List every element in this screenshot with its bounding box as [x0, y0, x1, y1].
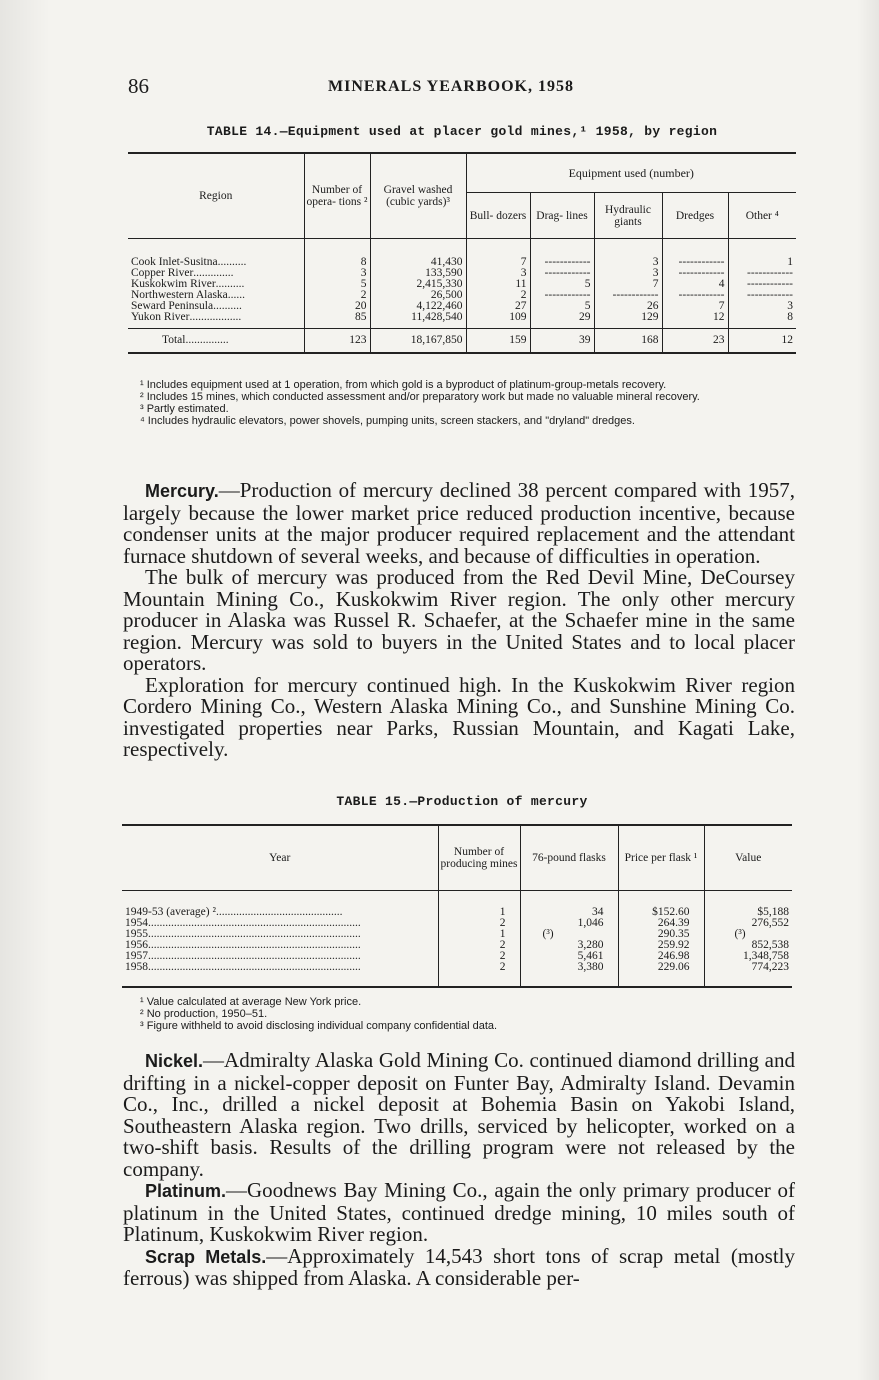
- table-row: 1956.......................................................................... 2 3,280 259.92 852,538: [122, 940, 792, 951]
- table-row: Seward Peninsula.......... 20 4,122,460 27 5 26 7 3: [128, 301, 796, 312]
- table-row: Yukon River.................. 85 11,428,540 109 29 129 12 8: [128, 312, 796, 323]
- value-cell: 1,348,758: [704, 951, 792, 962]
- region-cell: Kuskokwim River: [131, 277, 216, 290]
- other-cell: 8: [728, 312, 796, 323]
- table-row: 1949-53 (average) ²............................................ 1 34 $152.60 $5,188: [122, 907, 792, 918]
- mercury-paragraph-1: Mercury.—Production of mercury declined 38 percent compared with 1957, largely because the lower market price reduced production incentive, because condenser units at the major producer required replacement and the attendant furnace shutdown of several weeks, and because of difficulties in operation.: [123, 478, 795, 568]
- table-row: 1958.......................................................................... 2 3,380 229.06 774,223: [122, 962, 792, 973]
- th-gravel: Gravel washed (cubic yards)³: [370, 153, 466, 239]
- other-cell: ------------: [728, 279, 796, 290]
- th-year: Year: [122, 825, 438, 891]
- region-cell: Yukon River: [131, 310, 190, 323]
- footnote: ² Includes 15 mines, which conducted assessment and/or preparatory work but made no valuable mineral recovery.: [140, 391, 700, 403]
- table15: [122, 824, 792, 988]
- total-gravel: 18,167,850: [370, 329, 466, 353]
- dredge-cell: 4: [662, 279, 728, 290]
- hyd-cell: 129: [594, 312, 662, 323]
- scan-edge-right: [857, 0, 879, 1380]
- value-cell: 276,552: [704, 918, 792, 929]
- table-row: Copper River.............. 3 133,590 3 ------------ 3 ------------ ------------: [128, 268, 796, 279]
- mines-cell: 1: [438, 907, 520, 918]
- value-cell: $5,188: [704, 907, 792, 918]
- price-cell: $152.60: [618, 907, 704, 918]
- bull-cell: 2: [466, 290, 530, 301]
- price-cell: 290.35: [618, 929, 704, 940]
- flasks-cell: 3,380: [520, 962, 618, 973]
- bull-cell: 27: [466, 301, 530, 312]
- scan-edge-left: [0, 0, 50, 1380]
- total-hyd: 168: [594, 329, 662, 353]
- year-cell: 1957: [125, 949, 148, 962]
- total-bull: 159: [466, 329, 530, 353]
- mercury-paragraph-3: Exploration for mercury continued high. In the Kuskokwim River region Cordero Mining Co., Western Alaska Mining Co., and Sunshine Mining Co. investigated properties near Parks, Russian Mountain, and Kagati Lake, respectively.: [123, 672, 795, 761]
- table-row: 1957.......................................................................... 2 5,461 246.98 1,348,758: [122, 951, 792, 962]
- value-cell: 774,223: [704, 962, 792, 973]
- table-row: 1955.......................................................................... 1 (³) 290.35 (³): [122, 929, 792, 940]
- table-row: 1954.......................................................................... 2 1,046 264.39 276,552: [122, 918, 792, 929]
- dredge-cell: 12: [662, 312, 728, 323]
- total-row: Total............... 123 18,167,850 159 39 168 23 12: [128, 329, 796, 353]
- mines-cell: 2: [438, 951, 520, 962]
- th-region: Region: [128, 153, 304, 239]
- total-ops: 123: [304, 329, 370, 353]
- mercury-section: [123, 480, 795, 761]
- flasks-cell: (³): [520, 929, 618, 940]
- ops-cell: 2: [304, 290, 370, 301]
- th-mines: Number of producing mines: [438, 825, 520, 891]
- region-cell: Seward Peninsula: [131, 299, 214, 312]
- table-row: Northwestern Alaska...... 2 26,500 2 ------------ ------------ ------------ ------------: [128, 290, 796, 301]
- th-other: Other ⁴: [728, 193, 796, 239]
- ops-cell: 8: [304, 257, 370, 268]
- region-cell: Copper River: [131, 266, 194, 279]
- page-header: [128, 74, 796, 102]
- table14: [128, 152, 796, 354]
- flasks-cell: 1,046: [520, 918, 618, 929]
- price-cell: 259.92: [618, 940, 704, 951]
- other-cell: 3: [728, 301, 796, 312]
- table-row: Cook Inlet-Susitna.......... 8 41,430 7 ------------ 3 ------------ 1: [128, 257, 796, 268]
- nickel-heading: Nickel.: [145, 1051, 204, 1071]
- footnote: ³ Partly estimated.: [140, 403, 229, 415]
- gravel-cell: 26,500: [370, 290, 466, 301]
- th-operations: Number of opera- tions ²: [304, 153, 370, 239]
- year-cell: 1956: [125, 938, 148, 951]
- region-cell: Cook Inlet-Susitna: [131, 255, 218, 268]
- gravel-cell: 133,590: [370, 268, 466, 279]
- price-cell: 229.06: [618, 962, 704, 973]
- flasks-cell: 34: [520, 907, 618, 918]
- mercury-heading: Mercury.: [145, 481, 219, 501]
- th-price: Price per flask ¹: [618, 825, 704, 891]
- value-cell: 852,538: [704, 940, 792, 951]
- flasks-cell: 3,280: [520, 940, 618, 951]
- table14-footnotes: [128, 380, 796, 428]
- price-cell: 264.39: [618, 918, 704, 929]
- bull-cell: 3: [466, 268, 530, 279]
- drag-cell: 5: [530, 279, 594, 290]
- drag-cell: ------------: [530, 268, 594, 279]
- footnote: ³ Figure withheld to avoid disclosing individual company confidential data.: [140, 1020, 498, 1032]
- th-flasks: 76-pound flasks: [520, 825, 618, 891]
- table15-caption: TABLE 15.—Production of mercury: [336, 794, 588, 809]
- table15-footnotes: [128, 997, 796, 1033]
- value-cell: (³): [704, 929, 792, 940]
- bull-cell: 109: [466, 312, 530, 323]
- year-cell: 1958: [125, 960, 148, 973]
- ops-cell: 3: [304, 268, 370, 279]
- th-hydraulic: Hydraulic giants: [594, 193, 662, 239]
- drag-cell: ------------: [530, 290, 594, 301]
- th-draglines: Drag- lines: [530, 193, 594, 239]
- gravel-cell: 4,122,460: [370, 301, 466, 312]
- hyd-cell: ------------: [594, 290, 662, 301]
- th-bulldozers: Bull- dozers: [466, 193, 530, 239]
- nickel-paragraph: Nickel.—Admiralty Alaska Gold Mining Co. continued diamond drilling and drifting in a nickel-copper deposit on Funter Bay, Admiralty Island. Devamin Co., Inc., drilled a nickel deposit at Bohemia Basin on Yakobi Island, Southeastern Alaska region. Two drills, serviced by helicopter, worked on a two-shift basis. Results of the drilling program were not released by the company.: [123, 1048, 795, 1181]
- hyd-cell: 3: [594, 268, 662, 279]
- mines-cell: 2: [438, 940, 520, 951]
- hyd-cell: 7: [594, 279, 662, 290]
- scrap-heading: Scrap Metals.: [145, 1246, 267, 1267]
- drag-cell: 5: [530, 301, 594, 312]
- ops-cell: 20: [304, 301, 370, 312]
- flasks-cell: 5,461: [520, 951, 618, 962]
- ops-cell: 5: [304, 279, 370, 290]
- other-cell: ------------: [728, 290, 796, 301]
- running-title: MINERALS YEARBOOK, 1958: [328, 78, 574, 95]
- dredge-cell: ------------: [662, 257, 728, 268]
- ops-cell: 85: [304, 312, 370, 323]
- page-number: 86: [128, 74, 149, 98]
- footnote: ² No production, 1950–51.: [140, 1008, 268, 1020]
- bull-cell: 7: [466, 257, 530, 268]
- table14-caption: TABLE 14.—Equipment used at placer gold mines,¹ 1958, by region: [206, 124, 718, 139]
- dredge-cell: ------------: [662, 268, 728, 279]
- th-value: Value: [704, 825, 792, 891]
- gravel-cell: 2,415,330: [370, 279, 466, 290]
- hyd-cell: 26: [594, 301, 662, 312]
- total-other: 12: [728, 329, 796, 353]
- th-equipment: Equipment used (number): [466, 153, 796, 193]
- footnote: ¹ Includes equipment used at 1 operation, from which gold is a byproduct of platinum-group-metals recovery.: [140, 379, 667, 391]
- dredge-cell: ------------: [662, 290, 728, 301]
- mines-cell: 1: [438, 929, 520, 940]
- drag-cell: ------------: [530, 257, 594, 268]
- hyd-cell: 3: [594, 257, 662, 268]
- gravel-cell: 11,428,540: [370, 312, 466, 323]
- table-row: Kuskokwim River.......... 5 2,415,330 11 5 7 4 ------------: [128, 279, 796, 290]
- year-cell: 1954: [125, 916, 148, 929]
- dredge-cell: 7: [662, 301, 728, 312]
- metals-section: [123, 1050, 795, 1290]
- footnote: ¹ Value calculated at average New York price.: [140, 996, 362, 1008]
- footnote: ⁴ Includes hydraulic elevators, power shovels, pumping units, screen stackers, and "dryland" dredges.: [140, 415, 635, 427]
- mines-cell: 2: [438, 918, 520, 929]
- bull-cell: 11: [466, 279, 530, 290]
- region-cell: Northwestern Alaska: [131, 288, 228, 301]
- platinum-paragraph: Platinum.—Goodnews Bay Mining Co., again the only primary producer of platinum in the United States, continued dredge mining, 10 miles south of Platinum, Kuskokwim River region.: [123, 1178, 795, 1246]
- drag-cell: 29: [530, 312, 594, 323]
- mercury-paragraph-2: The bulk of mercury was produced from the Red Devil Mine, DeCoursey Mountain Mining Co., Kuskokwim River region. The only other mercury producer in Alaska was Russel R. Schaefer, at the Schaefer mine in the same region. Mercury was sold to buyers in the United States and to local placer operators.: [123, 565, 795, 675]
- platinum-heading: Platinum.: [145, 1181, 227, 1201]
- other-cell: 1: [728, 257, 796, 268]
- year-cell: 1955: [125, 927, 148, 940]
- total-drag: 39: [530, 329, 594, 353]
- price-cell: 246.98: [618, 951, 704, 962]
- total-label: Total: [162, 333, 186, 346]
- other-cell: ------------: [728, 268, 796, 279]
- year-cell: 1949-53 (average) ²: [125, 905, 216, 918]
- total-dredge: 23: [662, 329, 728, 353]
- scrap-paragraph: Scrap Metals.—Approximately 14,543 short tons of scrap metal (mostly ferrous) was shipped from Alaska. A considerable per-: [123, 1243, 795, 1290]
- gravel-cell: 41,430: [370, 257, 466, 268]
- th-dredges: Dredges: [662, 193, 728, 239]
- mines-cell: 2: [438, 962, 520, 973]
